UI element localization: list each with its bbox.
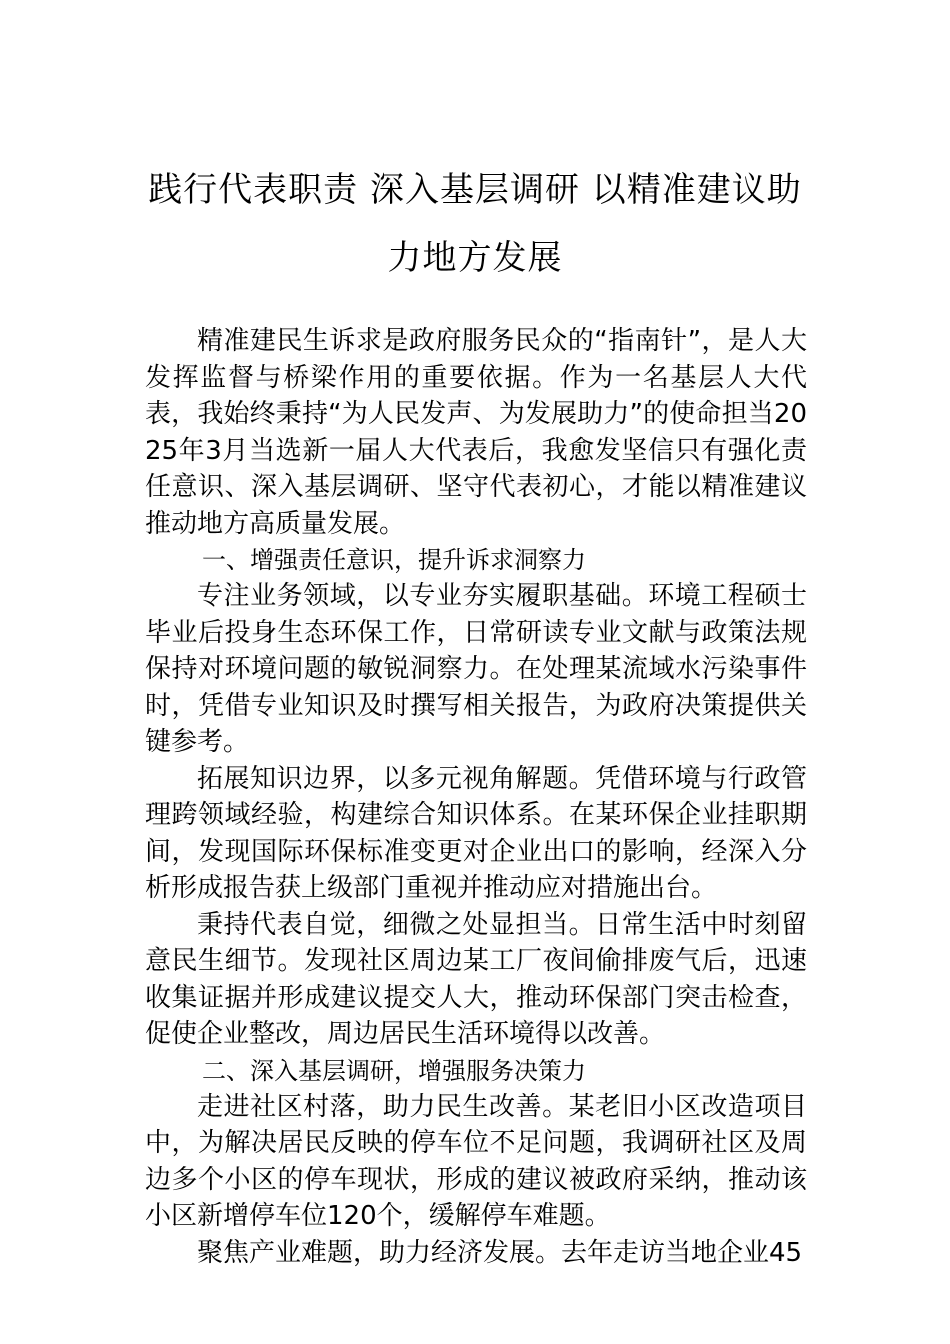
body-paragraph: 聚焦产业难题，助力经济发展。去年走访当地企业45: [197, 1237, 803, 1268]
body-paragraph: 秉持代表自觉，细微之处显担当。日常生活中时刻留意民生细节。发现社区周边某工厂夜间偷排废气后，迅速收集证据并形成建议提交人大，推动环保部门突击检查，促使企业整改，周边居民生活环境得以改善。: [145, 909, 807, 1049]
document-title-line-2: 力地方发展: [387, 238, 563, 278]
body-paragraph: 专注业务领域，以专业夯实履职基础。环境工程硕士毕业后投身生态环保工作，日常研读专业文献与政策法规保持对环境问题的敏锐洞察力。在处理某流域水污染事件时，凭借专业知识及时撰写相关报告，为政府决策提供关键参考。: [145, 581, 807, 757]
document-title-line-1: 践行代表职责 深入基层调研 以精准建议助: [148, 170, 802, 210]
body-paragraph: 走进社区村落，助力民生改善。某老旧小区改造项目中，为解决居民反映的停车位不足问题，我调研社区及周边多个小区的停车现状，形成的建议被政府采纳，推动该小区新增停车位120个，缓解停车难题。: [145, 1091, 807, 1231]
section-heading-1: 一、增强责任意识，提升诉求洞察力: [202, 546, 586, 574]
body-paragraph: 拓展知识边界，以多元视角解题。凭借环境与行政管理跨领域经验，构建综合知识体系。在某环保企业挂职期间，发现国际环保标准变更对企业出口的影响，经深入分析形成报告获上级部门重视并推动应对措施出台。: [145, 763, 807, 903]
intro-paragraph: 精准建民生诉求是政府服务民众的“指南针”，是人大发挥监督与桥梁作用的重要依据。作为一名基层人大代表，我始终秉持“为人民发声、为发展助力”的使命担当2025年3月当选新一届人大代表后，我愈发坚信只有强化责任意识、深入基层调研、坚守代表初心，才能以精准建议推动地方高质量发展。: [145, 326, 807, 539]
section-heading-2: 二、深入基层调研，增强服务决策力: [202, 1056, 586, 1085]
document-body: [145, 323, 807, 1271]
